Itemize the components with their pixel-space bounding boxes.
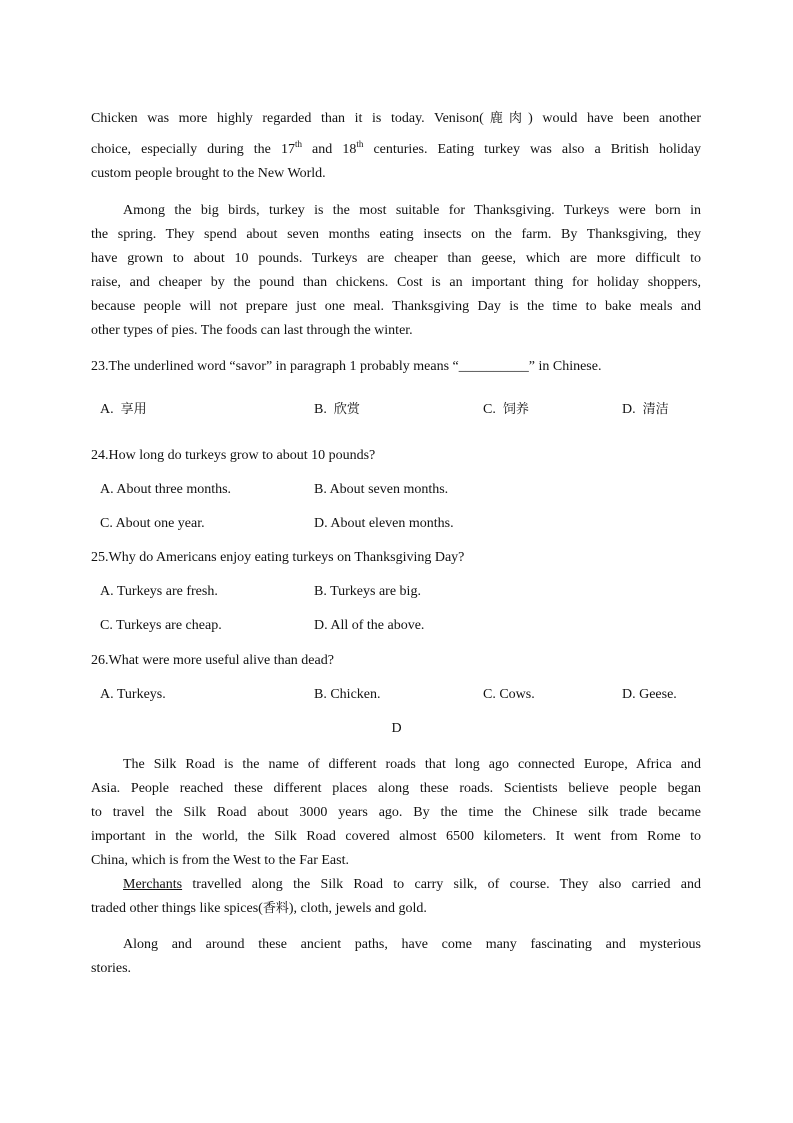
text-run: traded other things like spices(	[91, 901, 263, 916]
chinese-gloss: 鹿肉	[483, 111, 529, 126]
q24-option-d[interactable]: D. About eleven months.	[314, 516, 454, 531]
text-run: ), cloth, jewels and gold.	[288, 901, 427, 916]
option-letter: C.	[483, 402, 496, 417]
q25-option-b[interactable]: B. Turkeys are big.	[314, 584, 421, 599]
q26-option-a[interactable]: A. Turkeys.	[100, 687, 166, 702]
option-text: 清洁	[642, 402, 669, 417]
passage-d-heading: D	[391, 721, 402, 736]
option-letter: A.	[100, 402, 114, 417]
question-23-stem: 23.The underlined word “savor” in paragraph 1 probably means “__________” in Chinese.	[91, 359, 602, 374]
passage-c-line-1	[91, 110, 701, 128]
text-run: choice, especially during the 17	[91, 142, 295, 157]
question-25-stem: 25.Why do Americans enjoy eating turkeys on Thanksgiving Day?	[91, 550, 465, 565]
q24-option-b[interactable]: B. About seven months.	[314, 482, 449, 497]
text-run: and 18	[301, 142, 357, 157]
q25-option-d[interactable]: D. All of the above.	[314, 618, 425, 633]
underlined-word: Merchants	[123, 877, 183, 892]
text-run: Chicken was more highly regarded than it is today. Venison(	[91, 111, 484, 126]
q23-option-a[interactable]	[100, 401, 147, 419]
chinese-gloss: 香料	[262, 901, 289, 916]
option-text: 享用	[120, 402, 147, 417]
passage-c-p2-line: the spring. They spend about seven months eating insects on the farm. By Thanksgiving, they	[91, 227, 701, 242]
question-24-stem: 24.How long do turkeys grow to about 10 pounds?	[91, 448, 376, 463]
passage-d-p1-line: The Silk Road is the name of different roads that long ago connected Europe, Africa and	[123, 757, 701, 772]
q25-option-c[interactable]: C. Turkeys are cheap.	[100, 618, 222, 633]
passage-d-p2-line-2	[91, 900, 701, 918]
passage-d-p1-line: Asia. People reached these different places along these roads. Scientists believe people began	[91, 781, 701, 796]
passage-d-p1-line: to travel the Silk Road about 3000 years ago. By the time the Chinese silk trade became	[91, 805, 701, 820]
option-letter: B.	[314, 402, 327, 417]
text-run: ) would have been another	[528, 111, 701, 126]
text-run: travelled along the Silk Road to carry silk, of course. They also carried and	[182, 877, 701, 892]
q26-option-b[interactable]: B. Chicken.	[314, 687, 381, 702]
passage-c-p2-line: because people will not prepare just one meal. Thanksgiving Day is the time to bake meals and	[91, 299, 701, 314]
q26-option-d[interactable]: D. Geese.	[622, 687, 677, 702]
passage-d-p3-line: Along and around these ancient paths, have come many fascinating and mysterious	[123, 937, 701, 952]
passage-d-p3-line: stories.	[91, 961, 132, 976]
q24-option-a[interactable]: A. About three months.	[100, 482, 232, 497]
passage-c-p2-line: raise, and cheaper by the pound than chickens. Cost is an important thing for holiday shoppers,	[91, 275, 701, 290]
q25-option-a[interactable]: A. Turkeys are fresh.	[100, 584, 218, 599]
q23-option-b[interactable]	[314, 401, 360, 419]
text-run: centuries. Eating turkey was also a British holiday	[363, 142, 701, 157]
superscript: th	[294, 139, 302, 149]
passage-c-line-2	[91, 141, 701, 159]
superscript: th	[356, 139, 364, 149]
passage-c-p2-line: Among the big birds, turkey is the most suitable for Thanksgiving. Turkeys were born in	[123, 203, 701, 218]
question-26-stem: 26.What were more useful alive than dead?	[91, 653, 334, 668]
passage-c-line-3: custom people brought to the New World.	[91, 166, 326, 181]
passage-c-p2-line: other types of pies. The foods can last through the winter.	[91, 323, 413, 338]
q26-option-c[interactable]: C. Cows.	[483, 687, 535, 702]
q23-option-d[interactable]	[622, 401, 669, 419]
passage-c-p2-line: have grown to about 10 pounds. Turkeys are cheaper than geese, which are more difficult to	[91, 251, 701, 266]
q23-option-c[interactable]	[483, 401, 529, 419]
q24-option-c[interactable]: C. About one year.	[100, 516, 205, 531]
passage-d-p1-line: important in the world, the Silk Road covered almost 6500 kilometers. It went from Rome to	[91, 829, 701, 844]
option-letter: D.	[622, 402, 636, 417]
passage-d-p1-line: China, which is from the West to the Far East.	[91, 853, 349, 868]
option-text: 饲养	[502, 402, 529, 417]
option-text: 欣赏	[333, 402, 360, 417]
passage-d-p2-line-1	[123, 876, 701, 894]
